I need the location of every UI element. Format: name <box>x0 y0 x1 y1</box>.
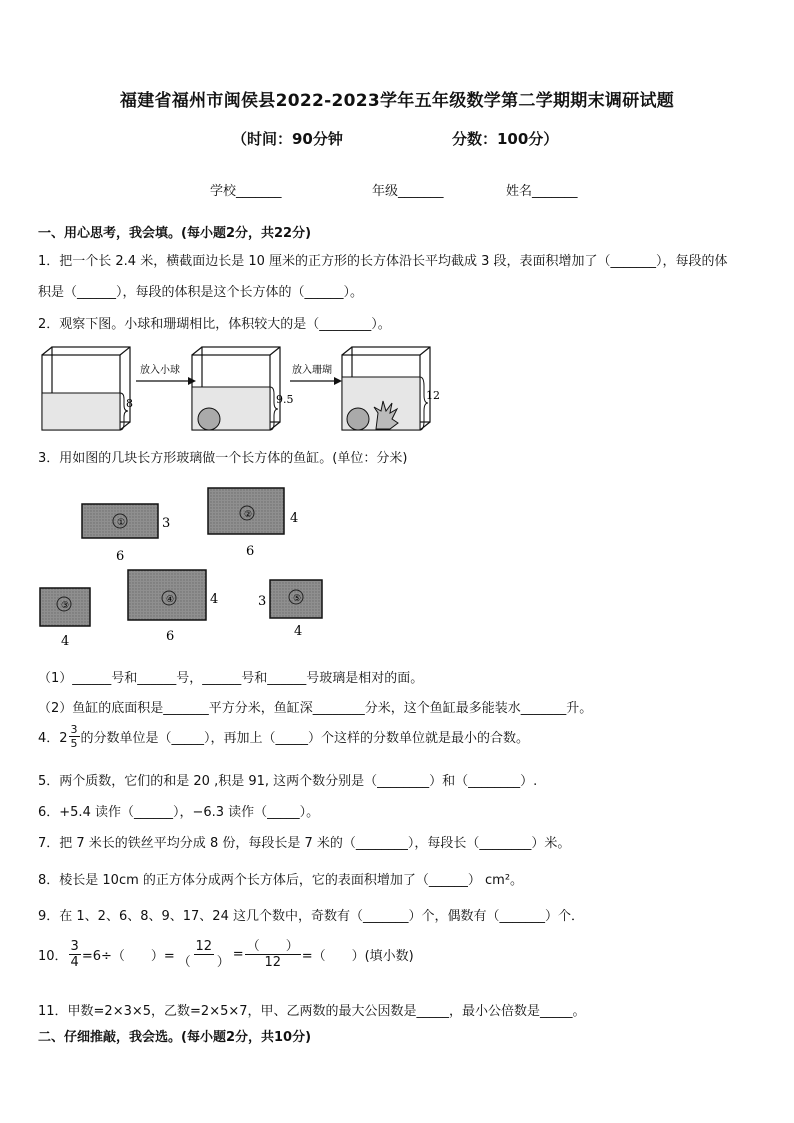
question-4-fraction <box>69 724 80 749</box>
panel-2-number: ② <box>244 510 253 520</box>
question-10-fraction-c <box>176 940 232 969</box>
question-10 <box>38 940 414 969</box>
question-4-numerator: 3 <box>70 723 78 736</box>
panel-1-width: 6 <box>116 549 125 564</box>
question-3: 3．用如图的几块长方形玻璃做一个长方体的鱼缸。(单位：分米) <box>38 451 408 466</box>
glass-panels-figure <box>30 480 340 650</box>
question-5: 5．两个质数，它们的和是 20 ,积是 91, 这两个数分别是（________）和（________）. <box>38 774 538 789</box>
container-figure <box>38 343 458 438</box>
panel-3-number: ③ <box>61 601 70 611</box>
question-10-prefix: 10． <box>38 949 68 964</box>
panel-1-height: 3 <box>162 516 171 531</box>
height-9.5-label: 9.5 <box>276 393 294 406</box>
question-2: 2．观察下图。小球和珊瑚相比，体积较大的是（________）。 <box>38 317 391 332</box>
question-1-line-1: 1．把一个长 2.4 米，横截面边长是 10 厘米的正方形的长方体沿长平均截成 3 段，表面积增加了（_______），每段的体 <box>38 254 728 269</box>
height-8-label: 8 <box>126 397 133 410</box>
question-6: 6．+5.4 读作（______），−6.3 读作（_____）。 <box>38 805 320 820</box>
question-9: 9．在 1、2、6、8、9、17、24 这几个数中，奇数有（_______）个，偶数有（_______）个． <box>38 909 584 924</box>
arrow-put-ball-label: 放入小球 <box>140 365 180 376</box>
panel-3-width: 4 <box>61 634 70 649</box>
fraction-d-numerator: （ ） <box>246 939 299 954</box>
panel-4-width: 6 <box>166 629 175 644</box>
question-10-fraction-d <box>245 940 301 969</box>
question-3-part-1: （1）______号和______号，______号和______号玻璃是相对的面。 <box>38 671 424 686</box>
fraction-a-numerator: 3 <box>70 939 79 954</box>
panel-5-width: 4 <box>294 624 303 639</box>
school-field: 学校_______ <box>210 184 282 199</box>
height-12-label: 12 <box>426 389 440 402</box>
section-1-heading: 一、用心思考，我会填。(每小题2分，共22分) <box>38 226 312 241</box>
section-2-heading: 二、仔细推敲，我会选。(每小题2分，共10分) <box>38 1030 312 1045</box>
fraction-d-denominator: 12 <box>264 955 281 970</box>
exam-time: （时间：90分钟 <box>232 130 343 148</box>
exam-score: 分数：100分） <box>452 130 559 148</box>
grade-field: 年级_______ <box>372 184 444 199</box>
panel-4-number: ④ <box>166 595 175 605</box>
panel-5-number: ⑤ <box>293 594 302 604</box>
panel-2-width: 6 <box>246 544 255 559</box>
question-10-fraction-a <box>69 940 81 969</box>
question-7: 7．把 7 米长的铁丝平均分成 8 份，每段长是 7 米的（________），每段长（________）米。 <box>38 836 571 851</box>
question-8: 8．棱长是 10cm 的正方体分成两个长方体后，它的表面积增加了（______） cm²。 <box>38 873 524 888</box>
question-10-division: =6÷（ ）= <box>81 949 175 964</box>
fraction-a-denominator: 4 <box>70 955 79 970</box>
question-4-denominator: 5 <box>70 737 78 750</box>
arrow-put-coral-label: 放入珊瑚 <box>292 365 332 376</box>
question-4-text: 的分数单位是（_____），再加上（_____）个这样的分数单位就是最小的合数。 <box>80 731 530 746</box>
fraction-c-numerator: 12 <box>195 939 213 954</box>
panel-2-height: 4 <box>290 511 299 526</box>
question-4-prefix: 4．2 <box>38 731 68 746</box>
panel-4-height: 4 <box>210 592 219 607</box>
panel-5-height: 3 <box>258 594 267 609</box>
panel-1-number: ① <box>117 518 126 528</box>
question-10-end: =（ ）(填小数) <box>301 949 414 964</box>
name-field: 姓名_______ <box>506 184 578 199</box>
page-title: 福建省福州市闽侯县2022-2023学年五年级数学第二学期期末调研试题 <box>119 91 675 111</box>
question-3-part-2: （2）鱼缸的底面积是_______平方分米，鱼缸深________分米，这个鱼缸最多能装水_______升。 <box>38 701 593 716</box>
question-4 <box>38 724 529 749</box>
question-11: 11．甲数=2×3×5，乙数=2×5×7，甲、乙两数的最大公因数是_____，最小公倍数是_____。 <box>38 1004 586 1019</box>
fraction-c-denominator: （ ） <box>177 955 230 970</box>
question-1-line-2: 积是（______），每段的体积是这个长方体的（______）。 <box>38 285 364 300</box>
question-10-equals: = <box>232 947 244 962</box>
